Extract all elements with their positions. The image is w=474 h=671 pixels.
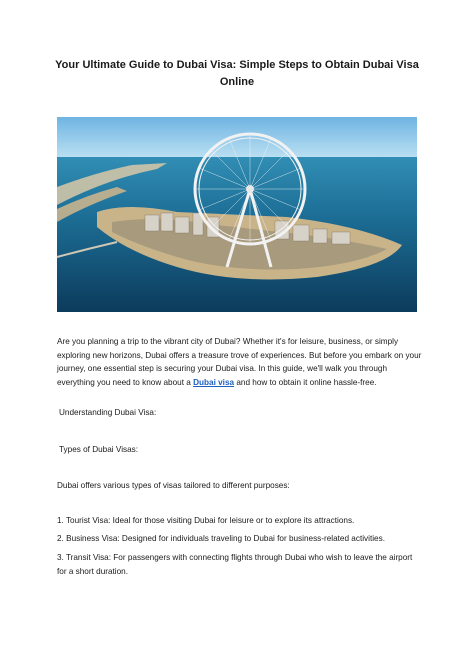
- dubai-visa-link[interactable]: Dubai visa: [193, 377, 235, 387]
- understanding-heading: Understanding Dubai Visa:: [59, 408, 157, 417]
- list-item: 2. Business Visa: Designed for individuals traveling to Dubai for business-related activities.: [57, 534, 385, 543]
- intro-text-end: and how to obtain it online hassle-free.: [234, 377, 377, 387]
- intro-paragraph: [57, 335, 422, 389]
- types-heading: Types of Dubai Visas:: [59, 445, 139, 454]
- list-item: 1. Tourist Visa: Ideal for those visiting Dubai for leisure or to explore its attractions.: [57, 516, 355, 525]
- intro-text: Are you planning a trip to the vibrant city of Dubai? Whether it's for leisure, business, or simply exploring new horizons, Dubai offers a treasure trove of experiences. But before you embark on your journey, one essential step is securing your Dubai visa. In this guide, we'll walk you through everything you need to know about a: [57, 337, 422, 387]
- page-title: Your Ultimate Guide to Dubai Visa: Simple Steps to Obtain Dubai Visa Online: [55, 59, 419, 88]
- list-item: 3. Transit Visa: For passengers with connecting flights through Dubai who wish to leave the airport for a short duration.: [57, 553, 413, 576]
- hero-image-dubai-eye: [57, 117, 417, 312]
- offers-text: Dubai offers various types of visas tailored to different purposes:: [57, 481, 290, 490]
